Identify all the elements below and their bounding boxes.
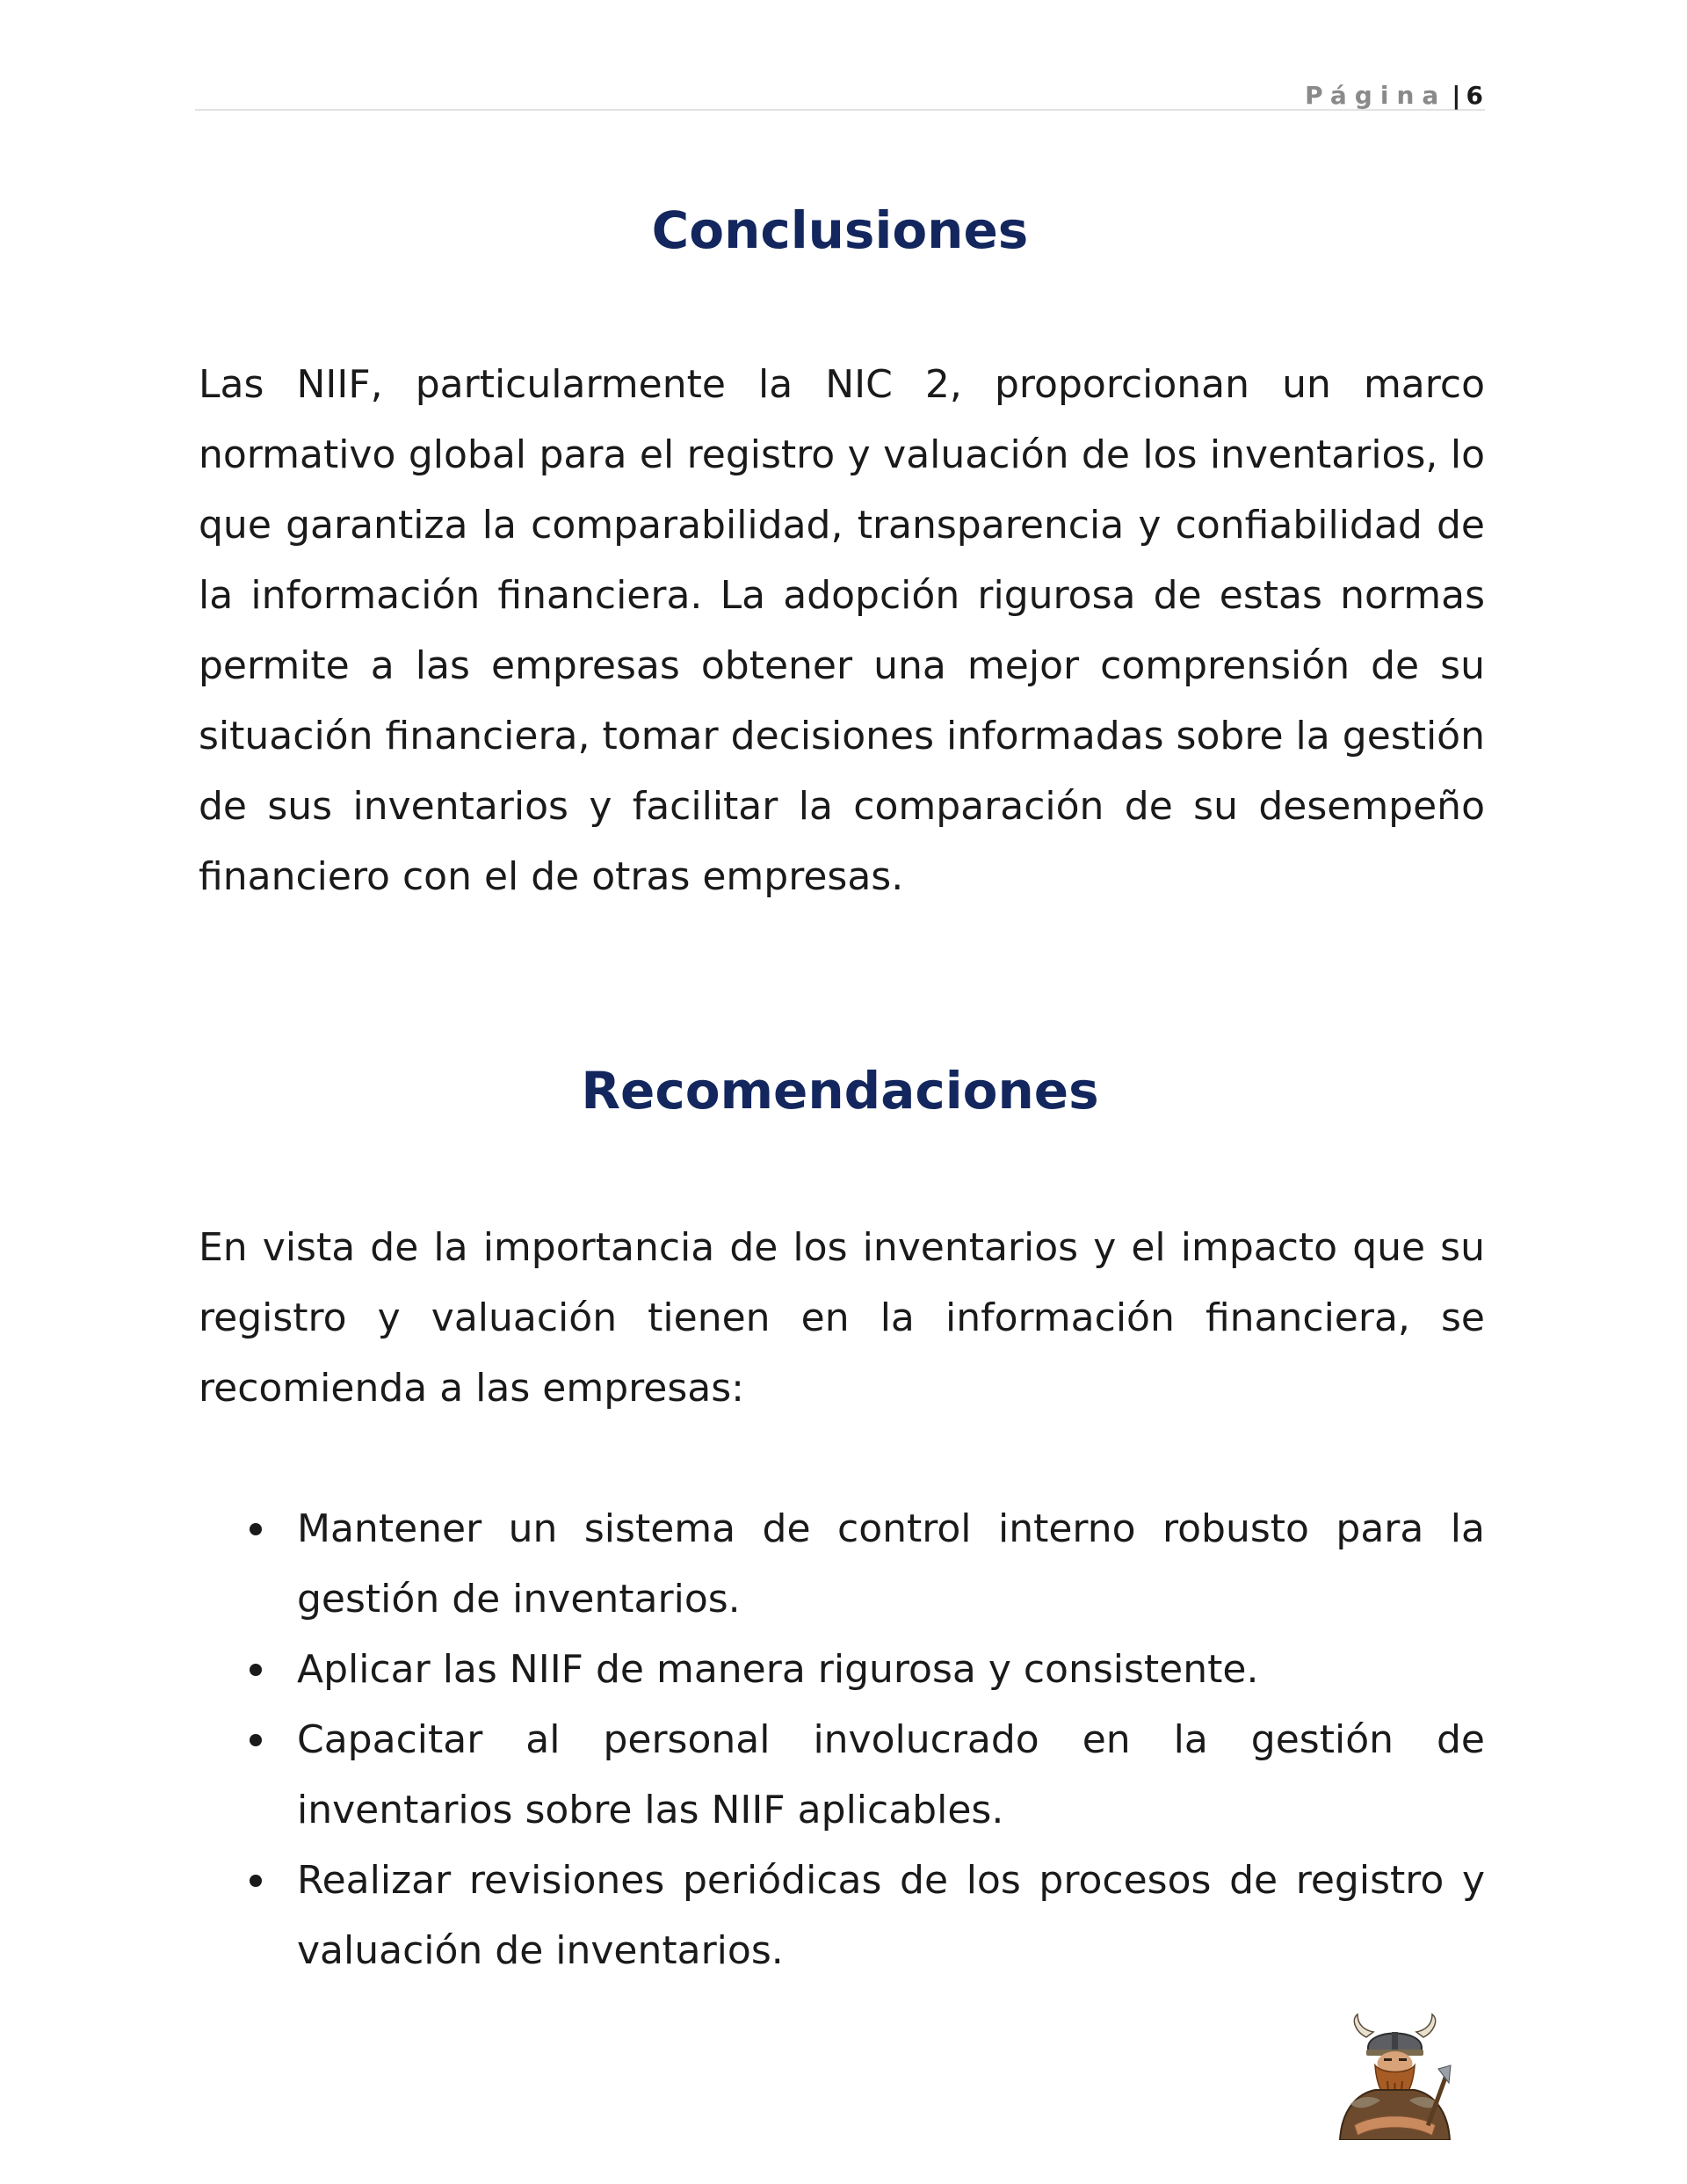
bullet-icon [250, 1523, 262, 1535]
list-item [199, 1705, 1485, 1846]
page-separator: | [1452, 81, 1461, 110]
recommendations-list [199, 1494, 1485, 1986]
page-header [195, 74, 1485, 111]
page-word: Página [1305, 81, 1447, 110]
conclusiones-title: Conclusiones [651, 200, 1029, 260]
bullet-icon [250, 1875, 262, 1887]
list-item [199, 1635, 1485, 1705]
conclusiones-paragraph: Las NIIF, particularmente la NIC 2, proporcionan un marco normativo global para el registro y valuación de los inventarios, lo que garantiza la comparabilidad, transparencia y confiabilidad de la información financiera. La adopción rigurosa de estas normas permite a las empresas obtener una mejor comprensión de su situación financiera, tomar decisiones informadas sobre la gestión de sus inventarios y facilitar la comparación de su desempeño financiero con el de otras empresas. [199, 362, 1485, 899]
list-item-text: Capacitar al personal involucrado en la gestión de inventarios sobre las NIIF aplicables. [297, 1717, 1485, 1832]
bullet-icon [250, 1734, 262, 1746]
page-number-label [1305, 81, 1483, 110]
list-item [199, 1494, 1485, 1635]
list-item-text: Aplicar las NIIF de manera rigurosa y consistente. [297, 1647, 1259, 1692]
viking-warrior-icon [1331, 2013, 1459, 2140]
list-item [199, 1846, 1485, 1986]
recomendaciones-intro-paragraph: En vista de la importancia de los inventarios y el impacto que su registro y valuación tienen en la información financiera, se recomienda a las empresas: [199, 1225, 1485, 1411]
list-item-text: Mantener un sistema de control interno robusto para la gestión de inventarios. [297, 1506, 1485, 1622]
list-item-text: Realizar revisiones periódicas de los procesos de registro y valuación de inventarios. [297, 1858, 1485, 1973]
recomendaciones-title: Recomendaciones [581, 1061, 1099, 1121]
bullet-icon [250, 1664, 262, 1676]
page-number: 6 [1466, 81, 1483, 110]
